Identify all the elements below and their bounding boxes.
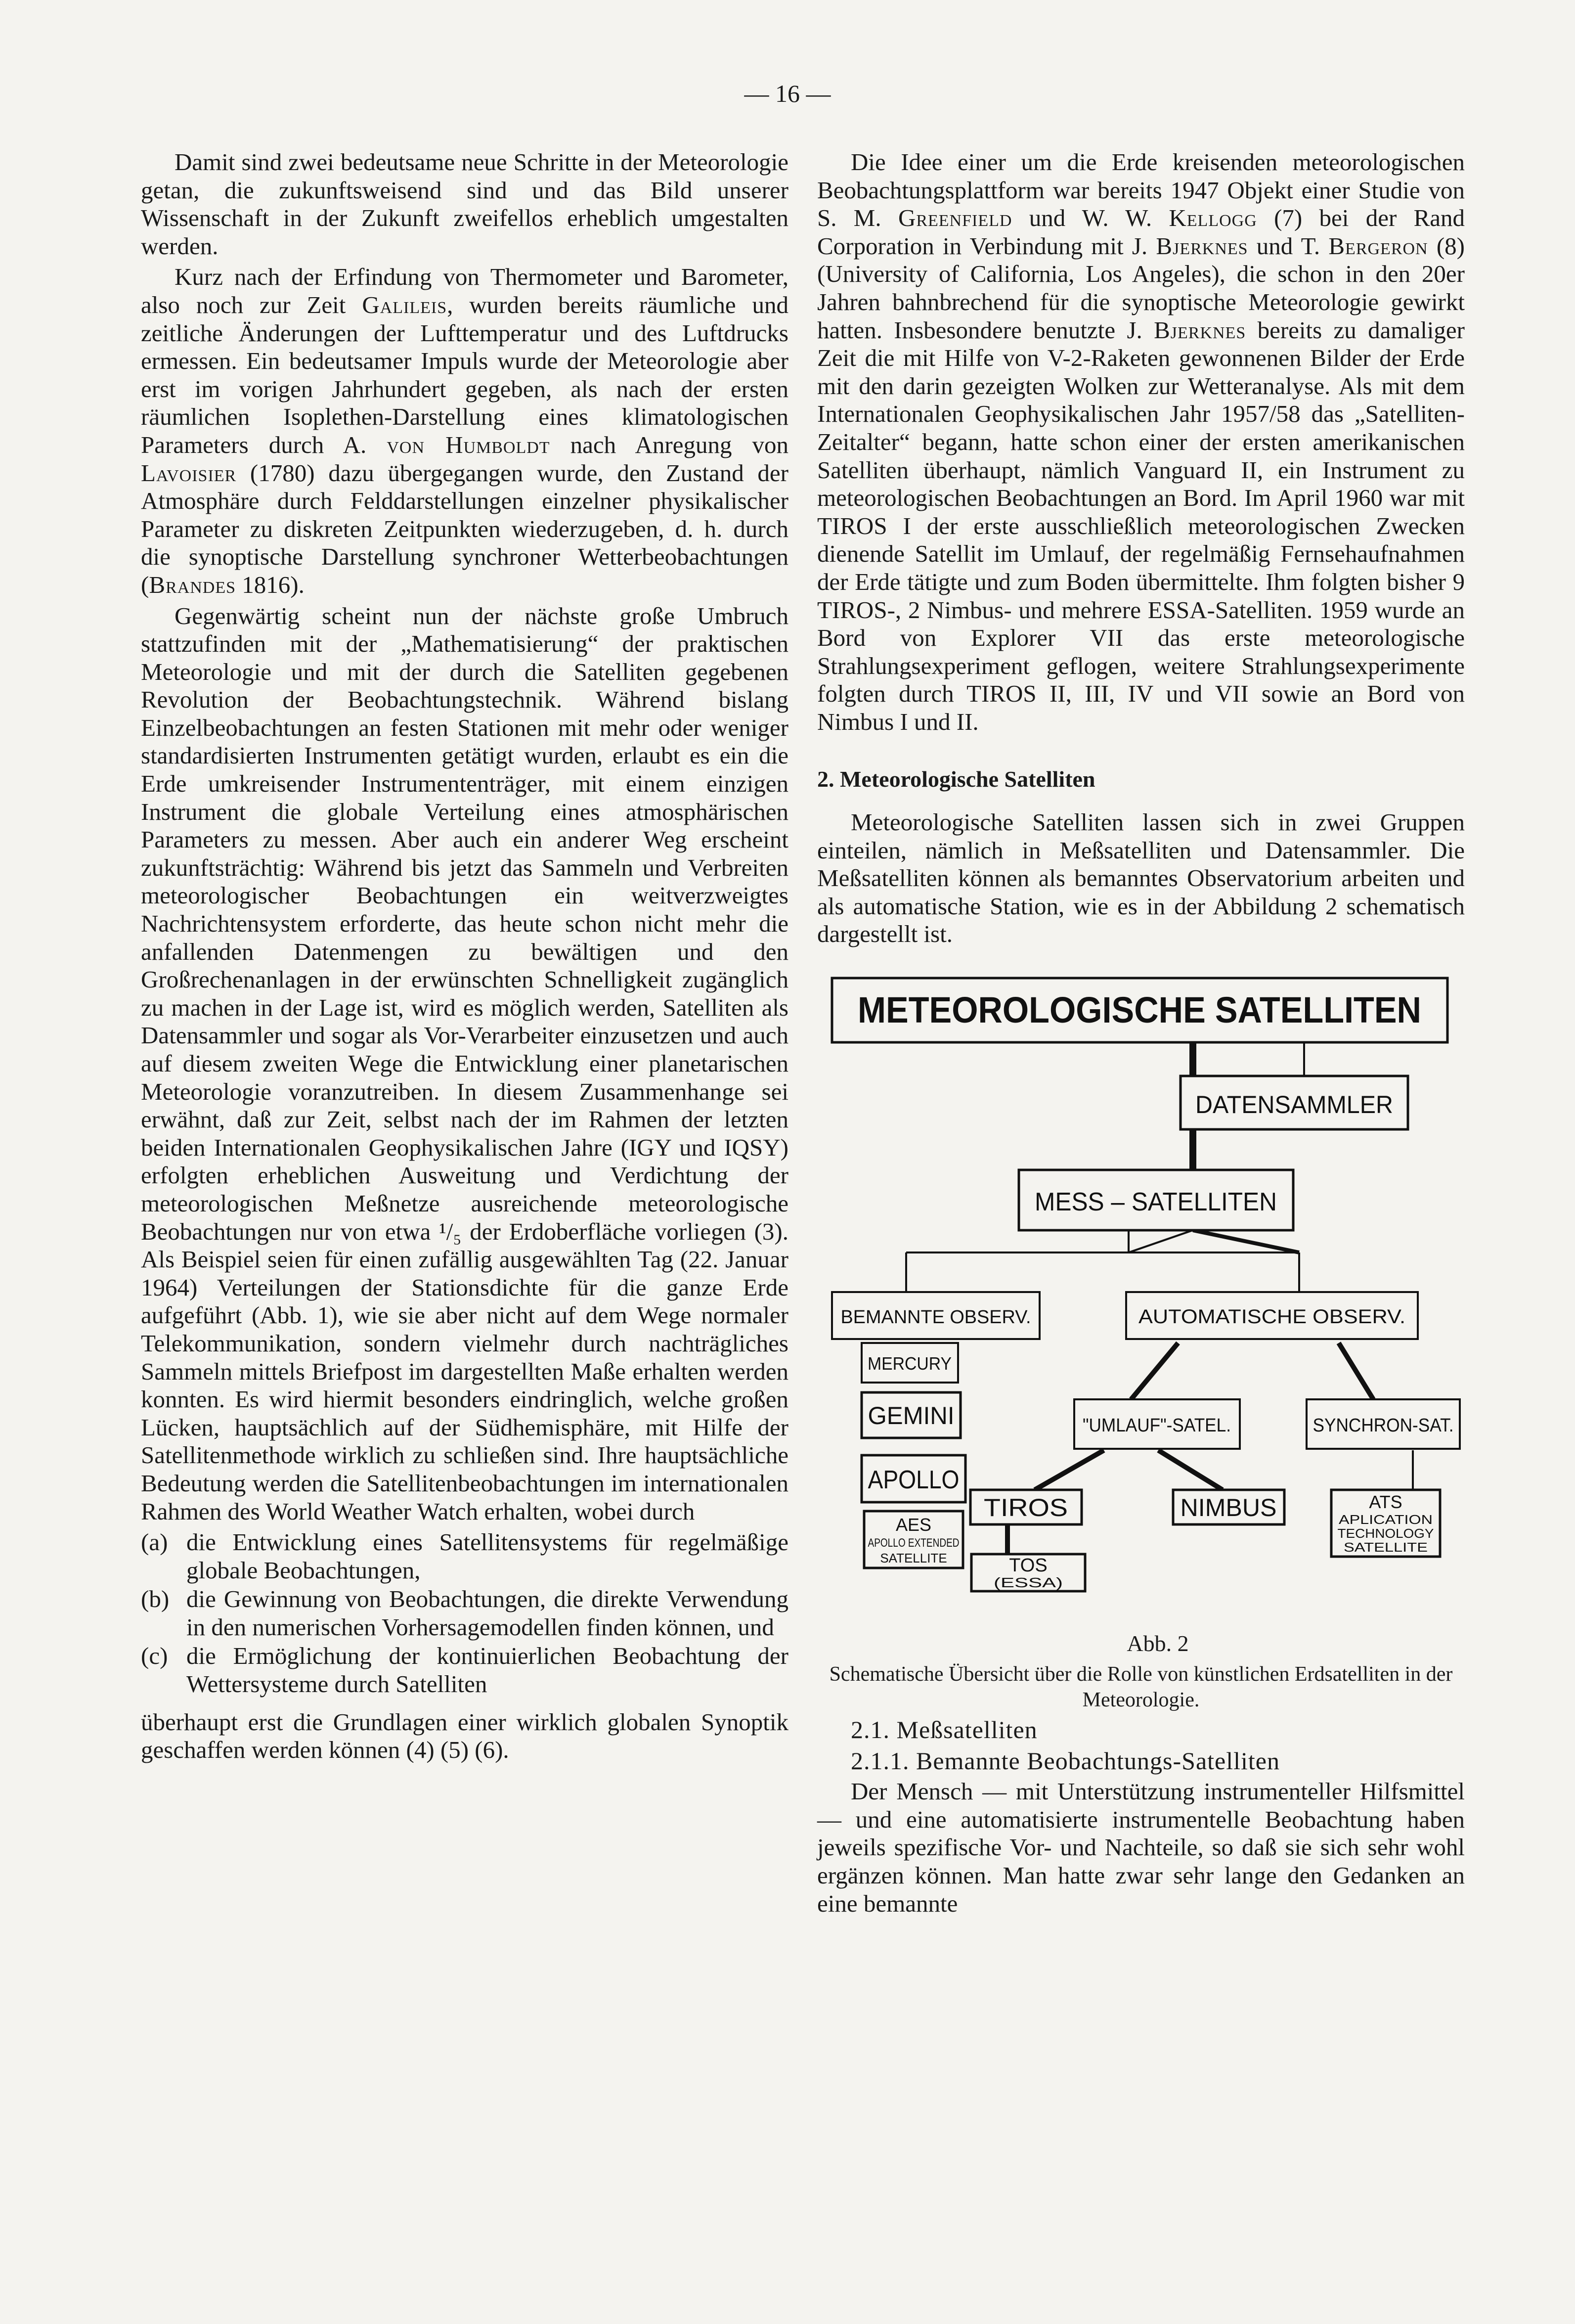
left-column — [141, 148, 788, 1767]
diagram-label-nimbus: NIMBUS — [1180, 1494, 1277, 1522]
list-label: (b) — [141, 1585, 170, 1613]
diagram-label-ats-2: APLICATION — [1339, 1512, 1433, 1527]
diagram-label-ats-4: SATELLITE — [1344, 1540, 1428, 1555]
paragraph: Meteorologische Satelliten lassen sich in zwei Gruppen einteilen, nämlich in Meßsatelliten und Datensammler. Die Meßsatelliten können als bemanntes Observatorium arbeiten und als automatische Station, wie es in der Abbildung 2 schematisch dargestellt ist. — [817, 808, 1465, 948]
paragraph: Der Mensch — mit Unterstützung instrumenteller Hilfsmittel — und eine automatisierte instrumentelle Beobachtung haben jeweils spezifische Vor- und Nachteile, so daß sie sich sehr wohl ergänzen können. Man hatte zwar sehr lange den Gedanken an eine bemannte — [817, 1778, 1465, 1917]
author-name: Kellogg — [1169, 204, 1257, 232]
list-label: (c) — [141, 1642, 168, 1670]
diagram-label-automatische-observ: AUTOMATISCHE OBSERV. — [1138, 1306, 1405, 1328]
list-item — [141, 1642, 788, 1698]
author-name: Lavoisier — [141, 459, 237, 487]
author-name: Brandes — [149, 571, 236, 598]
list-text: die Ermöglichung der kontinuierlichen Beobachtung der Wettersysteme durch Satelliten — [186, 1642, 788, 1698]
paragraph: Kurz nach der Erfindung von Thermometer und Barometer, also noch zur Zeit Galileis, wurden bereits räumliche und zeitliche Änderungen der Lufttemperatur und des Luftdrucks ermessen. Ein bedeutsamer Impuls wurde der Meteorologie aber erst im vorigen Jahrhundert gegeben, als nach der ersten räumlichen Isoplethen-Darstellung eines klimatologischen Parameters durch A. von Humboldt nach Anregung von Lavoisier (1780) dazu übergegangen wurde, den Zustand der Atmosphäre durch Felddarstellungen einzelner physikalischer Parameter zu diskreten Zeitpunkten wiederzugeben, d. h. durch die synoptische Darstellung synchroner Wetterbeobachtungen (Brandes 1816). — [141, 263, 788, 598]
list-item — [141, 1528, 788, 1584]
subsubsection-heading: 2.1.1. Bemannte Beobachtungs-Satelliten — [851, 1746, 1280, 1775]
author-name: Galileis — [362, 291, 447, 318]
author-name: Greenfield — [898, 204, 1012, 232]
diagram-label-aes-3: SATELLITE — [880, 1551, 947, 1566]
section-heading: 2. Meteorologische Satelliten — [817, 766, 1095, 792]
figure-2-diagram — [817, 968, 1465, 1626]
diagram-label-bemannte-observ: BEMANNTE OBSERV. — [840, 1307, 1031, 1328]
subsection-heading: 2.1. Meßsatelliten — [851, 1716, 1038, 1744]
list-item — [141, 1585, 788, 1641]
page-number: — 16 — — [744, 80, 831, 107]
diagram-label-root: METEOROLOGISCHE SATELLITEN — [858, 989, 1421, 1031]
diagram-label-ats-3: TECHNOLOGY — [1337, 1526, 1434, 1541]
list-text: die Gewinnung von Beobachtungen, die direkte Verwendung in den numerischen Vorhersagemodellen finden können, und — [186, 1585, 788, 1641]
diagram-label-mess-satelliten: MESS – SATELLITEN — [1035, 1188, 1277, 1217]
paragraph: überhaupt erst die Grundlagen einer wirklich globalen Synoptik geschaffen werden können (4) (5) (6). — [141, 1708, 788, 1764]
diagram-label-tos-2: (ESSA) — [994, 1575, 1063, 1591]
diagram-label-mercury: MERCURY — [868, 1353, 952, 1374]
author-name: Bjerknes — [1154, 316, 1246, 344]
paragraph: Die Idee einer um die Erde kreisenden meteorologischen Beobachtungsplattform war bereits 1947 Objekt einer Studie von S. M. Greenfield und W. W. Kellogg (7) bei der Rand Corporation in Verbindung mit J. Bjerknes und T. Bergeron (8) (University of California, Los Angeles), die schon in den 20er Jahren bahnbrechend für die synoptische Meteorologie gewirkt hatten. Insbesondere benutzte J. Bjerknes bereits zu damaliger Zeit die mit Hilfe von V-2-Raketen gewonnenen Bilder der Erde mit den darin gezeigten Wolken zur Wetteranalyse. Als mit dem Internationalen Geophysikalischen Jahr 1957/58 das „Satelliten-Zeitalter“ begann, hatte schon einer der ersten amerikanischen Satelliten überhaupt, nämlich Vanguard II, ein Instrument zu meteorologischen Beobachtungen an Bord. Im April 1960 war mit TIROS I der erste ausschließlich meteorologischen Zwecken dienende Satellit im Umlauf, der regelmäßig Fernsehaufnahmen der Erde tätigte und zum Boden übermittelte. Ihm folgten bisher 9 TIROS-, 2 Nimbus- und mehrere ESSA-Satelliten. 1959 wurde an Bord von Explorer VII das erste meteorologische Strahlungsexperiment geflogen, weitere Strahlungsexperimente folgten durch TIROS II, III, IV und VII sowie an Bord von Nimbus I und II. — [817, 148, 1465, 735]
diagram-label-apollo: APOLLO — [868, 1466, 960, 1495]
paragraph: Damit sind zwei bedeutsame neue Schritte in der Meteorologie getan, die zukunftsweisend sind und das Bild unserer Wissenschaft in der Zukunft zweifellos erheblich umgestalten werden. — [141, 148, 788, 260]
diagram-label-datensammler: DATENSAMMLER — [1195, 1091, 1393, 1119]
paragraph: Gegenwärtig scheint nun der nächste große Umbruch stattzufinden mit der „Mathematisierung“ der praktischen Meteorologie und mit der durch die Satelliten gegebenen Revolution der Beobachtungstechnik. Während bislang Einzelbeobachtungen an festen Stationen mit mehr oder weniger standardisierten Instrumenten getätigt wurden, erlaubt es ein die Erde umkreisender Instrumententräger, mit einem einzigen Instrument die globale Verteilung eines atmosphärischen Parameters zu messen. Aber auch ein anderer Weg erscheint zukunftsträchtig: Während bis jetzt das Sammeln und Verbreiten meteorologischer Beobachtungen ein weitverzweigtes Nachrichtensystem erforderte, das heute schon nicht mehr die anfallenden Datenmengen zu bewältigen und den Großrechenanlagen in der erwünschten Schnelligkeit zugänglich zu machen in der Lage ist, wird es möglich werden, Satelliten als Datensammler und sogar als Vor-Verarbeiter einzusetzen und auch auf diesem zweiten Wege die Entwicklung einer planetarischen Meteorologie voranzutreiben. In diesem Zusammenhange sei erwähnt, daß zur Zeit, selbst nach der im Rahmen der letzten beiden Internationalen Geophysikalischen Jahre (IGY und IQSY) erfolgten erheblichen Ausweitung und Verdichtung der meteorologischen Meßnetze ausreichende meteorologische Beobachtungen nur von etwa ¹/₅ der Erdoberfläche vorliegen (3). Als Beispiel seien für einen zufällig ausgewählten Tag (22. Januar 1964) Verteilungen der Stationsdichte für die ganze Erde aufgeführt (Abb. 1), wie sie aber nicht auf dem Wege normaler Telekommunikation, sondern vielmehr durch nachträgliches Sammeln mittels Briefpost im dargestellten Maße erhalten werden konnten. Es wird hiermit besonders eindringlich, welche großen Lücken, hauptsächlich auf der Südhemisphäre, mit Hilfe der Satellitenmethode wirklich zu schließen sind. Ihre hauptsächliche Bedeutung werden die Satellitenbeobachtungen im internationalen Rahmen des World Weather Watch erhalten, wobei durch — [141, 602, 788, 1525]
diagram-label-tos-1: TOS — [1009, 1555, 1048, 1576]
diagram-label-umlauf-satel: "UMLAUF"-SATEL. — [1083, 1415, 1231, 1436]
diagram-label-ats-1: ATS — [1369, 1492, 1402, 1513]
diagram-label-synchron-sat: SYNCHRON-SAT. — [1312, 1415, 1454, 1436]
diagram-label-tiros: TIROS — [984, 1494, 1068, 1522]
figure-caption-text: Schematische Übersicht über die Rolle von künstlichen Erdsatelliten in der Meteorologie. — [829, 1663, 1453, 1712]
right-column — [817, 148, 1465, 1921]
diagram-label-gemini: GEMINI — [868, 1402, 955, 1430]
enumerated-list — [141, 1528, 788, 1698]
figure-label: Abb. 2 — [1127, 1631, 1189, 1656]
author-name: Bjerknes — [1156, 232, 1248, 260]
list-text: die Entwicklung eines Satellitensystems für regelmäßige globale Beobachtungen, — [186, 1528, 788, 1584]
figure-caption — [817, 1631, 1465, 1713]
diagram-label-aes-1: AES — [895, 1515, 932, 1535]
list-label: (a) — [141, 1528, 168, 1556]
diagram-label-aes-2: APOLLO EXTENDED — [868, 1536, 960, 1550]
author-name: Bergeron — [1328, 232, 1428, 260]
author-name: von Humboldt — [387, 431, 550, 458]
